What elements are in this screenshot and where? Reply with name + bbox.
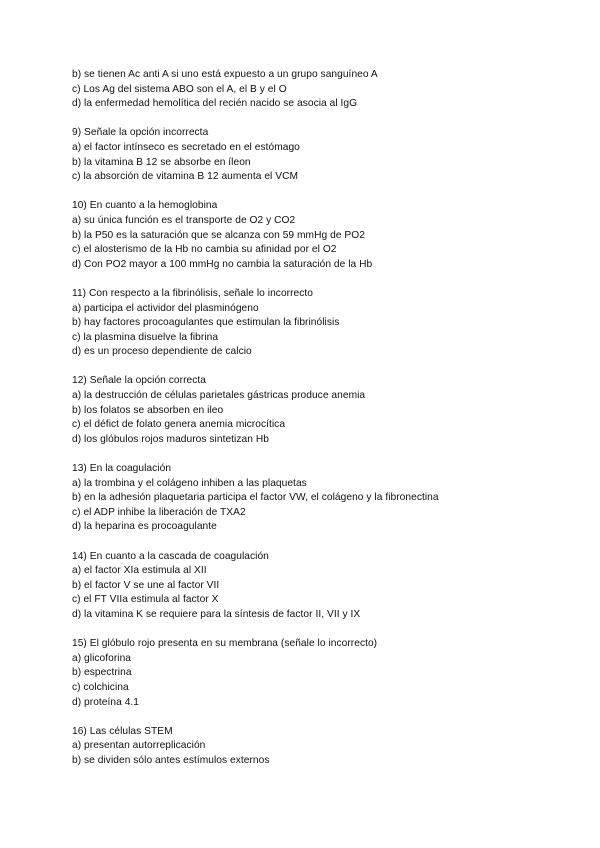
option-line: a) participa el actividor del plasminógeno — [72, 302, 259, 314]
option-line: a) la destrucción de células parietales gástricas produce anemia — [72, 390, 366, 402]
question-prompt: 14) En cuanto a la cascada de coagulación — [72, 550, 269, 562]
option-line: b) hay factores procoagulantes que estimulan la fibrinólisis — [72, 317, 340, 329]
option-line: a) la trombina y el colágeno inhiben a las plaquetas — [72, 477, 307, 489]
option-line: b) la vitamina B 12 se absorbe en íleon — [72, 156, 251, 168]
option-line: a) su única función es el transporte de O2 y CO2 — [72, 214, 296, 226]
question-prompt: 15) El glóbulo rojo presenta en su membrana (señale lo incorrecto) — [72, 638, 378, 650]
question-16 — [72, 725, 592, 769]
option-line: c) el défict de folato genera anemia microcítica — [72, 419, 286, 431]
question-13 — [72, 462, 592, 535]
option-line: a) el factor intínseco es secretado en el estómago — [72, 141, 300, 153]
question-14 — [72, 550, 592, 623]
option-line: c) la absorción de vitamina B 12 aumenta el VCM — [72, 171, 299, 183]
option-line: c) el ADP inhibe la liberación de TXA2 — [72, 506, 246, 518]
question-11 — [72, 287, 592, 360]
question-prompt: 12) Señale la opción correcta — [72, 375, 206, 387]
option-line: b) espectrina — [72, 667, 132, 679]
question-prompt: 10) En cuanto a la hemoglobina — [72, 200, 218, 212]
question-9 — [72, 126, 592, 184]
option-line: c) Los Ag del sistema ABO son el A, el B y el O — [72, 83, 287, 95]
question-prompt: 11) Con respecto a la fibrinólisis, señale lo incorrecto — [72, 287, 314, 299]
option-line: b) el factor V se une al factor VII — [72, 579, 220, 591]
option-line: a) presentan autorreplicación — [72, 740, 206, 752]
option-line: b) los folatos se absorben en ileo — [72, 404, 224, 416]
option-line: d) la vitamina K se requiere para la síntesis de factor II, VII y IX — [72, 608, 361, 620]
question-15 — [72, 637, 592, 710]
option-line: d) los glóbulos rojos maduros sintetizan Hb — [72, 433, 269, 445]
option-line: c) colchicina — [72, 681, 129, 693]
option-line: b) en la adhesión plaquetaria participa el factor VW, el colágeno y la fibronectina — [72, 492, 439, 504]
option-line: d) proteína 4.1 — [72, 696, 140, 708]
option-line: c) el alosterismo de la Hb no cambia su afinidad por el O2 — [72, 244, 337, 256]
document-content — [72, 68, 592, 769]
option-line: b) se tienen Ac anti A si uno está expuesto a un grupo sanguíneo A — [72, 69, 378, 80]
option-line: c) el FT VIIa estimula al factor X — [72, 594, 219, 606]
option-line: b) la P50 es la saturación que se alcanza con 59 mmHg de PO2 — [72, 229, 365, 241]
question-prompt: 13) En la coagulación — [72, 463, 172, 475]
option-line: b) se dividen sólo antes estímulos externos — [72, 754, 270, 766]
option-line: a) glicoforina — [72, 652, 132, 664]
option-line: d) la enfermedad hemolítica del recién nacido se asocia al IgG — [72, 98, 358, 110]
option-line: d) es un proceso dependiente de calcio — [72, 346, 252, 358]
question-8-continuation — [72, 68, 592, 112]
option-line: a) el factor XIa estimula al XII — [72, 565, 207, 577]
option-line: d) la heparina es procoagulante — [72, 521, 217, 533]
question-12 — [72, 374, 592, 447]
question-10 — [72, 199, 592, 272]
option-line: d) Con PO2 mayor a 100 mmHg no cambia la saturación de la Hb — [72, 258, 373, 270]
question-prompt: 16) Las células STEM — [72, 725, 173, 737]
option-line: c) la plasmina disuelve la fibrina — [72, 331, 219, 343]
question-prompt: 9) Señale la opción incorrecta — [72, 127, 209, 139]
